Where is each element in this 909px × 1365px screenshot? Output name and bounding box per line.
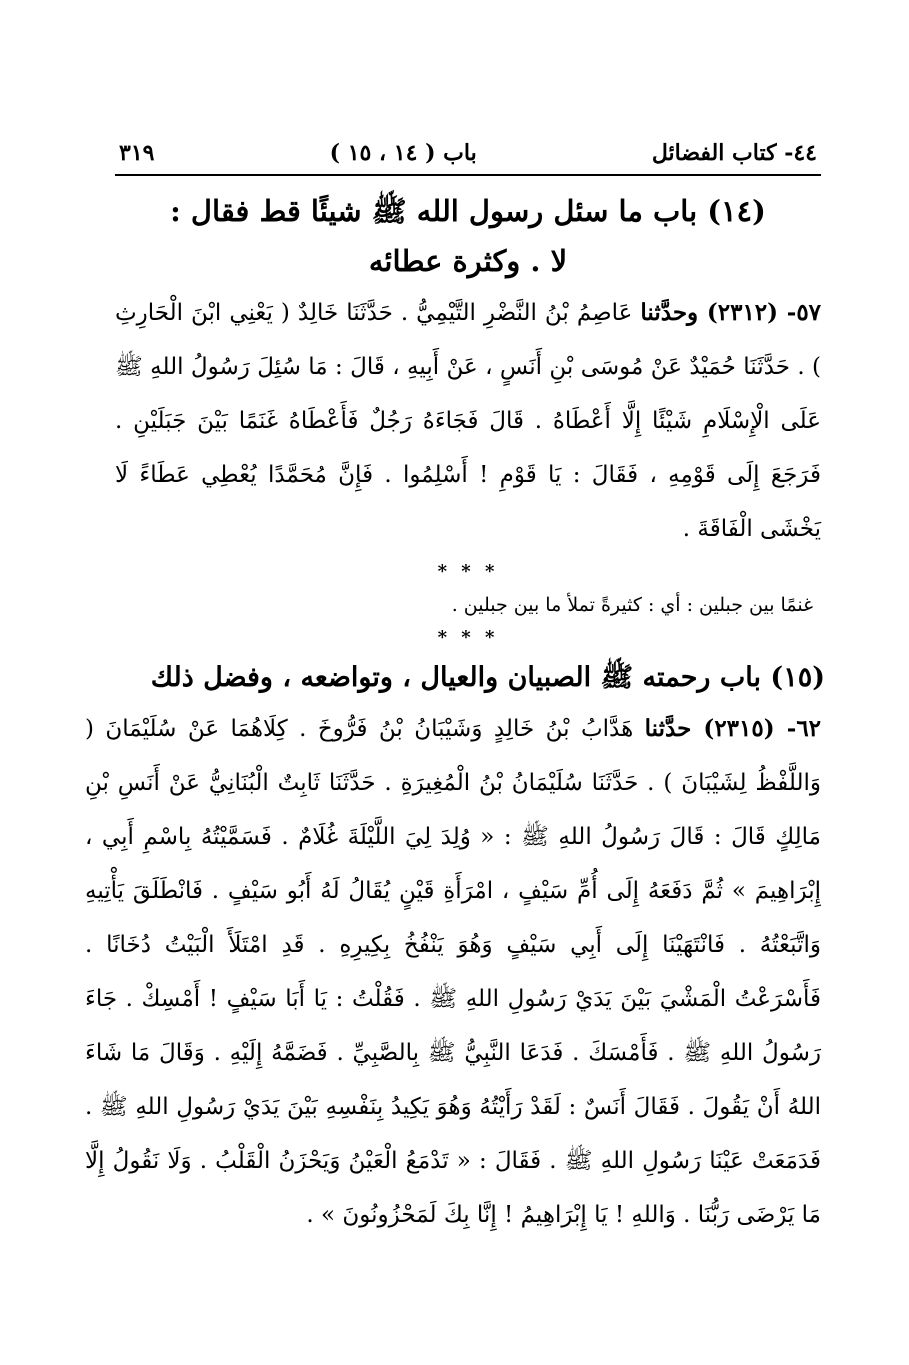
chapter-15-title: (١٥) باب رحمته ﷺ الصبيان والعيال ، وتواضعه ، وفضل ذلك: [150, 662, 825, 693]
chapter-14-title: [115, 186, 821, 286]
chapter-14-title-line2: لا . وكثرة عطائه: [368, 244, 568, 278]
book-title: ٤٤- كتاب الفضائل: [651, 140, 817, 166]
bab-range: باب ( ١٤ ، ١٥ ): [329, 140, 477, 166]
running-header: [115, 138, 821, 176]
chapter-14-title-line1: (١٤) باب ما سئل رسول الله ﷺ شيئًا قط فقال :: [170, 194, 766, 228]
page-number: ٣١٩: [119, 140, 155, 166]
hadith-62: [85, 702, 821, 1242]
hadith-62-number: ٦٢- (٢٣١٥) حدَّثنا: [644, 715, 822, 742]
hadith-57-note: غنمًا بين جبلين : أي : كثيرةً تملأ ما بين جبلين .: [451, 594, 813, 616]
hadith-57-text: عَاصِمُ بْنُ النَّضْرِ التَّيْمِيُّ . حَدَّثَنَا خَالِدٌ ( يَعْنِي ابْنَ الْحَارِثِ ) . حَدَّثَنَا حُمَيْدٌ عَنْ مُوسَى بْنِ أَنَسٍ ، عَنْ أَبِيهِ ، قَالَ : مَا سُئِلَ رَسُولُ اللهِ ﷺ عَلَى الْإِسْلَامِ شَيْئًا إِلَّا أَعْطَاهُ . قَالَ فَجَاءَهُ رَجُلٌ فَأَعْطَاهُ غَنَمًا بَيْنَ جَبَلَيْنِ . فَرَجَعَ إِلَى قَوْمِهِ ، فَقَالَ : يَا قَوْمِ ! أَسْلِمُوا . فَإِنَّ مُحَمَّدًا يُعْطِي عَطَاءً لَا يَخْشَى الْفَاقَةَ .: [115, 300, 821, 542]
section-separator: * * *: [437, 561, 499, 582]
hadith-62-text: هَدَّابُ بْنُ خَالِدٍ وَشَيْبَانُ بْنُ فَرُّوخَ . كِلَاهُمَا عَنْ سُلَيْمَانَ ( وَاللَّفْظُ لِشَيْبَانَ ) . حَدَّثَنَا سُلَيْمَانُ بْنُ الْمُغِيرَةِ . حَدَّثَنَا ثَابِتٌ الْبُنَانِيُّ عَنْ أَنَسِ بْنِ مَالِكٍ قَالَ : قَالَ رَسُولُ اللهِ ﷺ : « وُلِدَ لِيَ اللَّيْلَةَ غُلَامٌ . فَسَمَّيْتُهُ بِاسْمِ أَبِي ، إِبْرَاهِيمَ » ثُمَّ دَفَعَهُ إِلَى أُمِّ سَيْفٍ ، امْرَأَةِ قَيْنٍ يُقَالُ لَهُ أَبُو سَيْفٍ . فَانْطَلَقَ يَأْتِيهِ وَاتَّبَعْتُهُ . فَانْتَهَيْنَا إِلَى أَبِي سَيْفٍ وَهُوَ يَنْفُخُ بِكِيرِهِ . قَدِ امْتَلَأَ الْبَيْتُ دُخَانًا . فَأَسْرَعْتُ الْمَشْيَ بَيْنَ يَدَيْ رَسُولِ اللهِ ﷺ . فَقُلْتُ : يَا أَبَا سَيْفٍ ! أَمْسِكْ . جَاءَ رَسُولُ اللهِ ﷺ . فَأَمْسَكَ . فَدَعَا النَّبِيُّ ﷺ بِالصَّبِيِّ . فَضَمَّهُ إِلَيْهِ . وَقَالَ مَا شَاءَ اللهُ أَنْ يَقُولَ . فَقَالَ أَنَسٌ : لَقَدْ رَأَيْتُهُ وَهُوَ يَكِيدُ بِنَفْسِهِ بَيْنَ يَدَيْ رَسُولِ اللهِ ﷺ . فَدَمَعَتْ عَيْنَا رَسُولِ اللهِ ﷺ . فَقَالَ : « تَدْمَعُ الْعَيْنُ وَيَحْزَنُ الْقَلْبُ . وَلَا نَقُولُ إِلَّا مَا يَرْضَى رَبُّنَا . وَاللهِ ! يَا إِبْرَاهِيمُ ! إِنَّا بِكَ لَمَحْزُونُونَ » .: [85, 716, 821, 1228]
hadith-57: [115, 286, 821, 556]
hadith-57-number: ٥٧- (٢٣١٢) وحدَّثنا: [640, 299, 822, 326]
section-separator: * * *: [437, 627, 499, 648]
